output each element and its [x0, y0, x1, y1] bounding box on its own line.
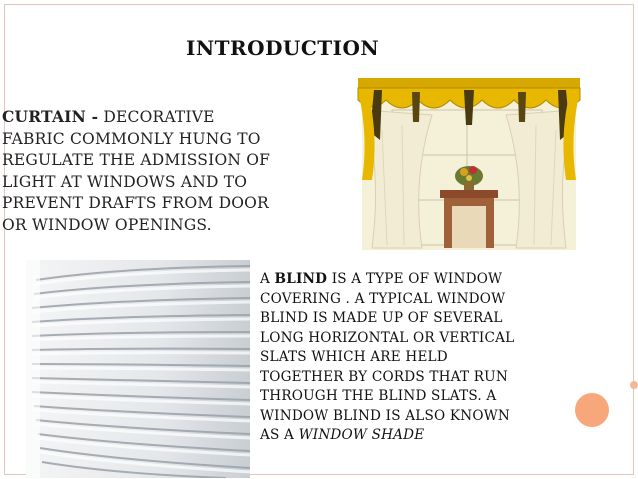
blind-line-9: AS A — [260, 427, 299, 443]
blind-line-5: SLATS WHICH ARE HELD — [260, 349, 448, 365]
blind-line-3: BLIND IS MADE UP OF SEVERAL — [260, 310, 503, 326]
blind-line-6: TOGETHER BY CORDS THAT RUN — [260, 368, 508, 385]
curtain-illustration-icon — [352, 70, 586, 250]
blind-line-8: WINDOW BLIND IS ALSO KNOWN — [260, 407, 510, 424]
curtain-line-5: PREVENT DRAFTS FROM DOOR — [2, 194, 269, 212]
blind-term: BLIND — [274, 271, 328, 287]
decorative-circle-large — [575, 393, 609, 427]
blind-line-7: THROUGH THE BLIND SLATS. A — [260, 388, 497, 404]
curtain-line-4: LIGHT AT WINDOWS AND TO — [2, 172, 248, 191]
curtain-line-6: OR WINDOW OPENINGS. — [2, 215, 212, 234]
curtain-line-2: FABRIC COMMONLY HUNG TO — [2, 129, 261, 148]
curtain-line-3: REGULATE THE ADMISSION OF — [2, 151, 271, 169]
curtain-line-1: DECORATIVE — [98, 108, 215, 126]
curtain-definition — [2, 106, 354, 236]
curtain-term: CURTAIN - — [2, 107, 99, 126]
window-blind-photo-icon — [26, 260, 250, 478]
decorative-circle-small — [630, 381, 638, 389]
blind-line-4: LONG HORIZONTAL OR VERTICAL — [260, 329, 515, 346]
blind-definition — [260, 270, 590, 446]
slide-title: INTRODUCTION — [186, 36, 380, 60]
blind-italic-term: WINDOW SHADE — [298, 427, 425, 443]
blind-line-2: COVERING . A TYPICAL WINDOW — [260, 290, 506, 307]
blind-prefix: A — [260, 271, 275, 287]
blind-line-1: IS A TYPE OF WINDOW — [327, 271, 503, 287]
